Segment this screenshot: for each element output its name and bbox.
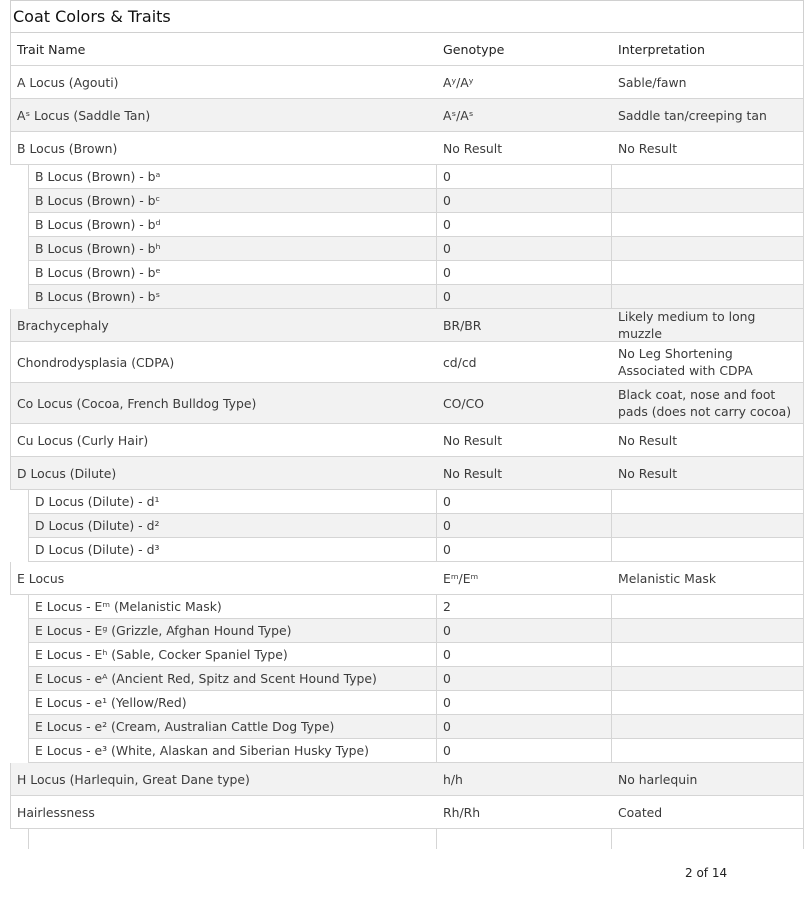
allele-name-cell: B Locus (Brown) - bᵈ xyxy=(29,213,437,236)
empty-cell xyxy=(612,538,803,561)
trait-name-cell: Brachycephaly xyxy=(17,317,109,333)
empty-cell xyxy=(612,667,803,690)
trait-name-cell: A Locus (Agouti) xyxy=(17,74,119,90)
interpretation-cell: Coated xyxy=(618,804,663,820)
allele-name-cell: E Locus - eᴬ (Ancient Red, Spitz and Scent Hound Type) xyxy=(29,667,437,690)
interpretation-cell: No Result xyxy=(618,465,678,481)
trait-subrow xyxy=(28,715,804,739)
allele-name-cell: E Locus - e² (Cream, Australian Cattle Dog Type) xyxy=(29,715,437,738)
genotype-cell: BR/BR xyxy=(443,317,482,333)
trait-subrow xyxy=(28,490,804,514)
empty-cell xyxy=(612,595,803,618)
empty-cell xyxy=(612,829,803,849)
trait-name-cell: Co Locus (Cocoa, French Bulldog Type) xyxy=(17,395,257,411)
trait-row xyxy=(10,457,804,490)
allele-name-cell: B Locus (Brown) - bʰ xyxy=(29,237,437,260)
allele-count-cell: 0 xyxy=(437,715,612,738)
allele-name-cell: D Locus (Dilute) - d¹ xyxy=(29,490,437,513)
trait-row xyxy=(10,796,804,829)
interpretation-cell: Saddle tan/creeping tan xyxy=(618,107,767,123)
allele-count-cell: 0 xyxy=(437,514,612,537)
empty-cell xyxy=(612,643,803,666)
allele-name-cell: D Locus (Dilute) - d² xyxy=(29,514,437,537)
genotype-cell: Eᵐ/Eᵐ xyxy=(443,570,479,586)
allele-name-cell: B Locus (Brown) - bᵃ xyxy=(29,165,437,188)
trait-subrow xyxy=(28,189,804,213)
table-body xyxy=(10,66,804,849)
trait-name-cell: Hairlessness xyxy=(17,804,95,820)
trait-name-cell: B Locus (Brown) xyxy=(17,140,118,156)
empty-cell xyxy=(612,189,803,212)
column-header-trait-name: Trait Name xyxy=(17,41,86,57)
trait-subrow xyxy=(28,538,804,562)
genotype-cell: Aʸ/Aʸ xyxy=(443,74,474,90)
empty-cell xyxy=(437,829,612,849)
interpretation-cell: Likely medium to long muzzle xyxy=(618,309,756,341)
page-number: 2 of 14 xyxy=(685,866,728,880)
interpretation-cell: Melanistic Mask xyxy=(618,570,717,586)
trait-name-cell: Aˢ Locus (Saddle Tan) xyxy=(17,107,151,123)
allele-name-cell: E Locus - Eʰ (Sable, Cocker Spaniel Type) xyxy=(29,643,437,666)
empty-cell xyxy=(612,285,803,308)
trait-name-cell: Chondrodysplasia (CDPA) xyxy=(17,354,175,370)
interpretation-cell: No Result xyxy=(618,140,678,156)
trait-subrow xyxy=(28,165,804,189)
trait-subrow xyxy=(28,643,804,667)
allele-count-cell: 0 xyxy=(437,285,612,308)
allele-count-cell: 0 xyxy=(437,619,612,642)
trait-row xyxy=(10,99,804,132)
trait-row xyxy=(10,763,804,796)
allele-count-cell: 0 xyxy=(437,538,612,561)
allele-name-cell: B Locus (Brown) - bᶜ xyxy=(29,189,437,212)
allele-count-cell: 0 xyxy=(437,165,612,188)
trait-subrow xyxy=(28,213,804,237)
empty-cell xyxy=(612,213,803,236)
allele-count-cell: 2 xyxy=(437,595,612,618)
trait-row xyxy=(10,66,804,99)
trait-row xyxy=(10,309,804,342)
allele-name-cell: E Locus - Eᵐ (Melanistic Mask) xyxy=(29,595,437,618)
column-header-interpretation: Interpretation xyxy=(618,41,705,57)
genotype-cell: cd/cd xyxy=(443,354,477,370)
empty-cell xyxy=(612,237,803,260)
trait-name-cell: H Locus (Harlequin, Great Dane type) xyxy=(17,771,250,787)
allele-count-cell: 0 xyxy=(437,739,612,762)
trait-subrow xyxy=(28,739,804,763)
allele-count-cell: 0 xyxy=(437,490,612,513)
allele-name-cell: B Locus (Brown) - bˢ xyxy=(29,285,437,308)
interpretation-cell: No Result xyxy=(618,432,678,448)
allele-name-cell: E Locus - e³ (White, Alaskan and Siberian Husky Type) xyxy=(29,739,437,762)
empty-cell xyxy=(612,261,803,284)
section-title: Coat Colors & Traits xyxy=(10,1,804,33)
trait-row xyxy=(10,342,804,383)
allele-count-cell: 0 xyxy=(437,261,612,284)
table-header xyxy=(10,33,804,66)
column-header-genotype: Genotype xyxy=(443,41,505,57)
allele-count-cell: 0 xyxy=(437,667,612,690)
genotype-cell: No Result xyxy=(443,432,503,448)
trait-row xyxy=(10,562,804,595)
trait-subrow-empty xyxy=(28,829,804,849)
trait-subrow xyxy=(28,285,804,309)
trait-name-cell: E Locus xyxy=(17,570,65,586)
trait-name-cell: D Locus (Dilute) xyxy=(17,465,117,481)
interpretation-cell: Black coat, nose and foot pads (does not carry cocoa) xyxy=(618,387,792,419)
trait-subrow xyxy=(28,691,804,715)
empty-cell xyxy=(612,715,803,738)
trait-subrow xyxy=(28,595,804,619)
trait-subrow xyxy=(28,667,804,691)
coat-colors-traits-table xyxy=(10,0,804,849)
allele-count-cell: 0 xyxy=(437,691,612,714)
trait-subrow xyxy=(28,237,804,261)
empty-cell xyxy=(612,490,803,513)
trait-subrow xyxy=(28,514,804,538)
allele-name-cell: E Locus - Eᵍ (Grizzle, Afghan Hound Type) xyxy=(29,619,437,642)
trait-row xyxy=(10,383,804,424)
interpretation-cell: No Leg Shortening Associated with CDPA xyxy=(618,346,753,378)
trait-subrow xyxy=(28,261,804,285)
trait-row xyxy=(10,132,804,165)
empty-cell xyxy=(612,739,803,762)
empty-cell xyxy=(612,691,803,714)
interpretation-cell: Sable/fawn xyxy=(618,74,687,90)
interpretation-cell: No harlequin xyxy=(618,771,698,787)
empty-cell xyxy=(29,829,437,849)
trait-row xyxy=(10,424,804,457)
genotype-cell: h/h xyxy=(443,771,463,787)
empty-cell xyxy=(612,619,803,642)
genotype-cell: Rh/Rh xyxy=(443,804,481,820)
genotype-cell: No Result xyxy=(443,140,503,156)
allele-name-cell: B Locus (Brown) - bᵉ xyxy=(29,261,437,284)
allele-count-cell: 0 xyxy=(437,213,612,236)
trait-name-cell: Cu Locus (Curly Hair) xyxy=(17,432,149,448)
genotype-cell: CO/CO xyxy=(443,395,484,411)
allele-count-cell: 0 xyxy=(437,189,612,212)
genotype-cell: Aˢ/Aˢ xyxy=(443,107,474,123)
genotype-cell: No Result xyxy=(443,465,503,481)
empty-cell xyxy=(612,514,803,537)
allele-name-cell: D Locus (Dilute) - d³ xyxy=(29,538,437,561)
allele-count-cell: 0 xyxy=(437,643,612,666)
allele-count-cell: 0 xyxy=(437,237,612,260)
empty-cell xyxy=(612,165,803,188)
trait-subrow xyxy=(28,619,804,643)
allele-name-cell: E Locus - e¹ (Yellow/Red) xyxy=(29,691,437,714)
